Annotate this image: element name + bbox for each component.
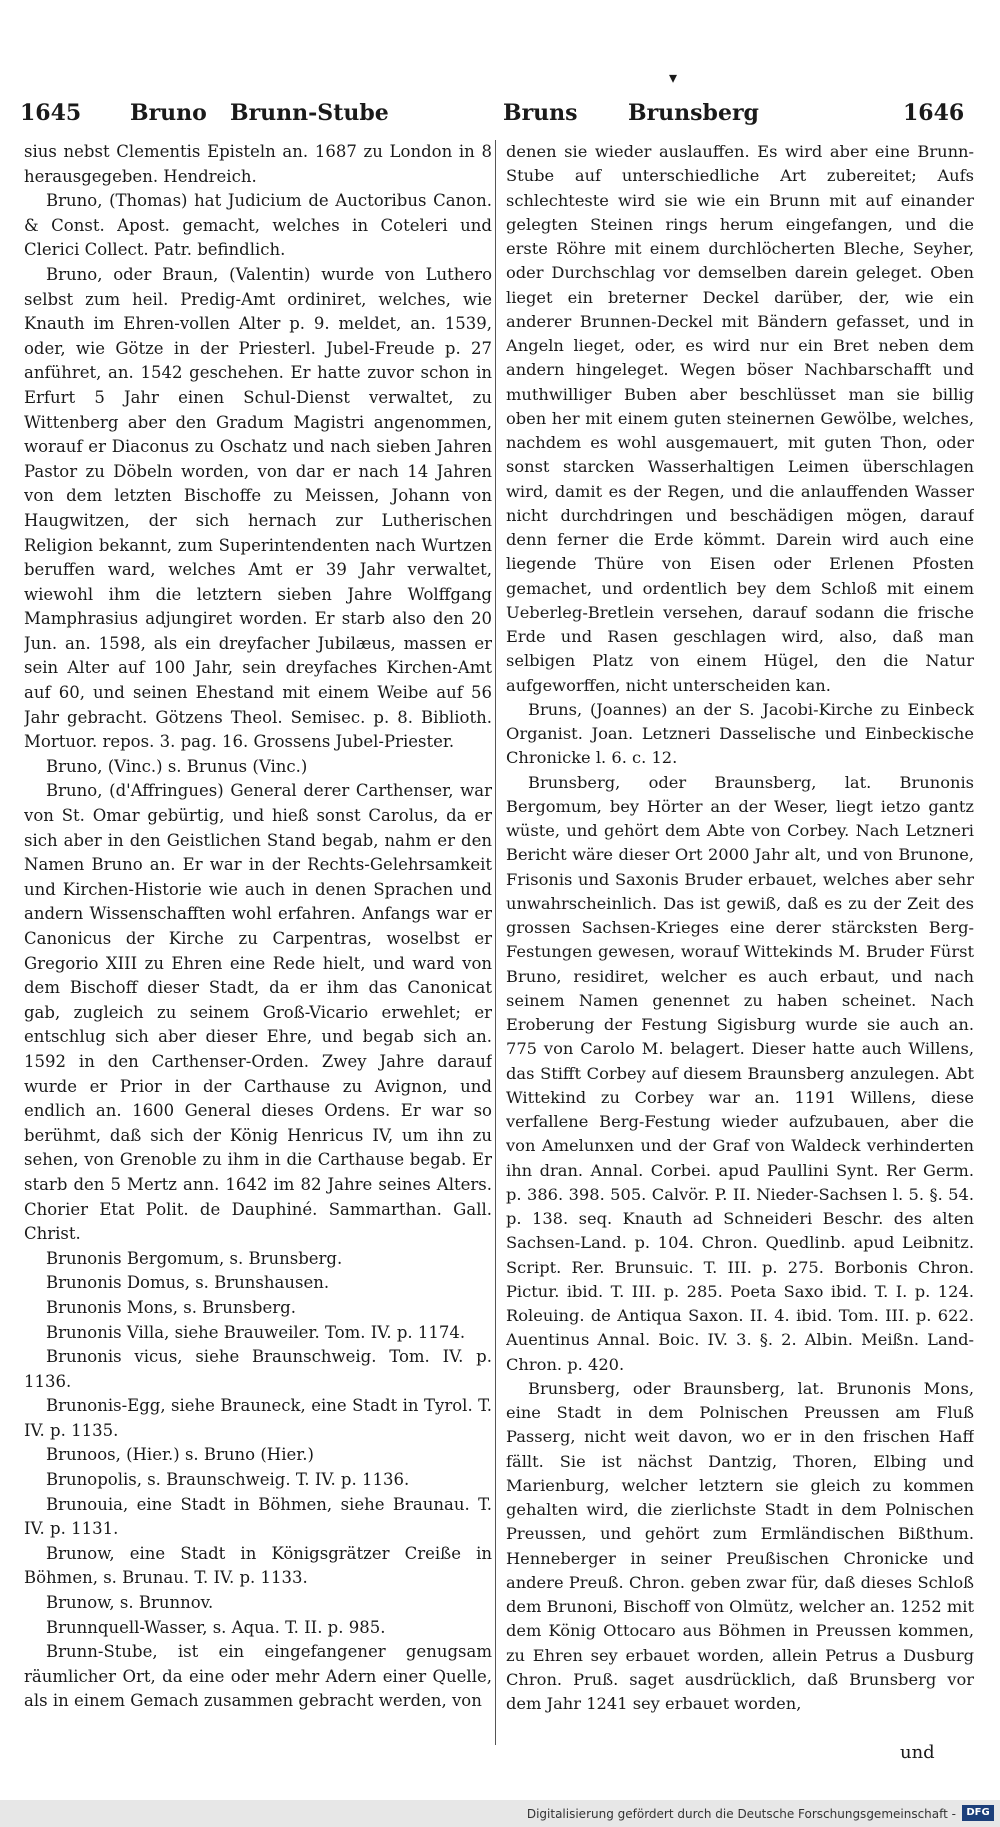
- text-entry: Bruns, (Joannes) an der S. Jacobi-Kirche zu Einbeck Organist. Joan. Letzneri Dasselische und Einbeckische Chronicke l. 6. c. 12.: [506, 699, 974, 768]
- right-running-header: [503, 100, 978, 130]
- text-entry: Bruno, (Thomas) hat Judicium de Auctoribus Canon. & Const. Apost. gemacht, welches in Coteleri und Clerici Collect. Patr. befindlich.: [24, 191, 492, 260]
- column-divider: [495, 140, 496, 1745]
- text-entry: Brunow, s. Brunnov.: [46, 1593, 214, 1613]
- right-catchword-first: Bruns: [503, 100, 578, 126]
- footer-credit-text: Digitalisierung gefördert durch die Deutsche Forschungsgemeinschaft -: [526, 1807, 956, 1821]
- left-catchword-first: Bruno: [130, 100, 207, 126]
- text-entry: Brunonis Mons, s. Brunsberg.: [46, 1297, 296, 1317]
- text-entry: Bruno, oder Braun, (Valentin) wurde von Luthero selbst zum heil. Predig-Amt ordiniret, welches, wie Knauth im Ehren-vollen Alter p. 9. meldet, an. 1539, oder, wie Götze in der Priesterl. Jubel-Freude p. 27 anführet, an. 1542 geschehen. Er hatte zuvor schon in Erfurt 5 Jahr einen Schul-Dienst verwaltet, zu Wittenberg aber den Gradum Magistri angenommen, worauf er Diaconus zu Oschatz und nach sieben Jahren Pastor zu Döbeln worden, von dar er nach 14 Jahren von dem letzten Bischoffe zu Meissen, Johann von Haugwitzen, der sich hernach zur Lutherischen Religion bekannt, zum Superintendenten nach Wurtzen beruffen ward, welches Amt er 39 Jahr verwaltet, wiewohl ihm die letztern sieben Jahre Wolffgang Mamphrasius adjungiret worden. Er starb also den 20 Jun. an. 1598, als ein dreyfacher Jubilæus, massen er sein Alter auf 100 Jahr, sein dreyfaches Kirchen-Amt auf 60, und seinen Ehestand mit einem Weibe auf 56 Jahr gebracht. Götzens Theol. Semisec. p. 8. Biblioth. Mortuor. repos. 3. pag. 16. Grossens Jubel-Priester.: [24, 264, 492, 752]
- dfg-logo: DFG: [962, 1805, 994, 1821]
- text-entry: Bruno, (Vinc.) s. Brunus (Vinc.): [46, 756, 308, 776]
- text-entry: Brunn-Stube, ist ein eingefangener genugsam räumlicher Ort, da eine oder mehr Adern einer Quelle, als in einem Gemach zusammen gebracht werden, von: [24, 1642, 492, 1711]
- right-text-column: [506, 140, 974, 1740]
- left-catchword-last: Brunn-Stube: [230, 100, 389, 126]
- right-page-number: 1646: [903, 100, 965, 126]
- text-entry: Brunonis vicus, siehe Braunschweig. Tom. IV. p. 1136.: [24, 1347, 492, 1391]
- text-entry: sius nebst Clementis Episteln an. 1687 zu London in 8 herausgegeben. Hendreich.: [24, 142, 492, 186]
- left-page-number: 1645: [20, 100, 82, 126]
- bottom-catchword: und: [900, 1742, 935, 1763]
- right-catchword-last: Brunsberg: [628, 100, 759, 126]
- text-entry: Brunonis Bergomum, s. Brunsberg.: [46, 1248, 343, 1268]
- left-text-column: [24, 140, 492, 1740]
- text-entry: denen sie wieder auslauffen. Es wird aber eine Brunn-Stube auf unterschiedliche Art zubereitet; Aufs schlechteste wird sie wie ein Brunn mit auf einander gelegten Steinen rings herum eingefangen, und die erste Röhre mit einem durchlöcherten Bleche, Seyher, oder Durchschlag vor demselben darein geleget. Oben lieget ein breterner Deckel darüber, der, wie ein anderer Brunnen-Deckel mit Bändern gefasset, und in Angeln lieget, oder, es wird nur ein Bret neben dem andern hingeleget. Wegen böser Nachbarschafft und muthwilliger Buben aber beschlüsset man sie billig oben her mit einem guten steinernen Gewölbe, welches, nachdem es wohl ausgemauert, mit guten Thon, oder sonst starcken Wasserhaltigen Leimen überschlagen wird, damit es der Regen, und die anlauffenden Wasser nicht durchdringen und beschädigen mögen, darauf denn ferner die Erde kömmt. Darein wird auch eine liegende Thüre von Eisen oder Erlenen Pfosten gemachet, und ordentlich bey dem Schloß mit einem Ueberleg-Bretlein versehen, darauf sodann die frische Erde und Rasen geschlagen wird, also, daß man selbigen Platz von einem Hügel, den die Natur aufgeworffen, nicht unterscheiden kan.: [506, 142, 974, 695]
- text-entry: Bruno, (d'Affringues) General derer Carthenser, war von St. Omar gebürtig, und hieß sonst Carolus, da er sich aber in den Geistlichen Stand begab, nahm er den Namen Bruno an. Er war in der Rechts-Gelehrsamkeit und Kirchen-Historie wie auch in denen Sprachen und andern Wissenschafften wohl erfahren. Anfangs war er Canonicus der Kirche zu Carpentras, woselbst er Gregorio XIII zu Ehren eine Rede hielt, und ward von dem Bischoff dieser Stadt, da er ihm das Canonicat gab, zugleich zu seinem Groß-Vicario erwehlet; er entschlug sich aber dieser Ehre, und begab sich an. 1592 in den Carthenser-Orden. Zwey Jahre darauf wurde er Prior in der Carthause zu Avignon, und endlich an. 1600 General dieses Ordens. Er war so berühmt, daß sich der König Henricus IV, um ihn zu sehen, von Grenoble zu ihm in die Carthause begab. Er starb den 5 Mertz ann. 1642 im 82 Jahre seines Alters. Chorier Etat Polit. de Dauphiné. Sammarthan. Gall. Christ.: [24, 781, 492, 1244]
- text-entry: Brunonis Domus, s. Brunshausen.: [46, 1273, 330, 1293]
- left-running-header: [20, 100, 498, 130]
- text-entry: Brunnquell-Wasser, s. Aqua. T. II. p. 985.: [46, 1617, 386, 1637]
- text-entry: Brunoos, (Hier.) s. Bruno (Hier.): [46, 1445, 314, 1465]
- digitization-footer: [0, 1800, 1000, 1827]
- text-entry: Brunsberg, oder Braunsberg, lat. Brunonis Bergomum, bey Hörter an der Weser, liegt ietzo gantz wüste, und gehört dem Abte von Corbey. Nach Letzneri Bericht wäre dieser Ort 2000 Jahr alt, und von Brunone, Frisonis und Saxonis Bruder erbauet, welches aber sehr unwahrscheinlich. Das ist gewiß, daß es zu der Zeit des grossen Sachsen-Krieges eine derer stärcksten Berg-Festungen gewesen, worauf Wittekinds M. Bruder Fürst Bruno, residiret, welcher es auch erbaut, und nach seinem Namen genennet zu haben scheinet. Nach Eroberung der Festung Sigisburg wurde sie auch an. 775 von Carolo M. belagert. Dieser hatte auch Willens, das Stifft Corbey auf diesem Braunsberg anzulegen. Abt Wittekind zu Corbey war an. 1191 Willens, diese verfallene Berg-Festung wieder aufzubauen, aber die von Amelunxen und der Graf von Waldeck verhinderten ihn dran. Annal. Corbei. apud Paullini Synt. Rer Germ. p. 386. 398. 505. Calvör. P. II. Nieder-Sachsen l. 5. §. 54. p. 138. seq. Knauth ad Schneideri Beschr. des alten Sachsen-Land. p. 104. Chron. Quedlinb. apud Leibnitz. Script. Rer. Brunsuic. T. III. p. 275. Borbonis Chron. Pictur. ibid. T. III. p. 285. Poeta Saxo ibid. T. I. p. 124. Roleuing. de Antiqua Saxon. II. 4. ibid. Tom. III. p. 622. Auentinus Annal. Boic. IV. 3. §. 2. Albin. Meißn. Land-Chron. p. 420.: [506, 772, 974, 1374]
- text-entry: Brunonis Villa, siehe Brauweiler. Tom. IV. p. 1174.: [46, 1322, 466, 1342]
- text-entry: Brunonis-Egg, siehe Brauneck, eine Stadt in Tyrol. T. IV. p. 1135.: [24, 1396, 492, 1440]
- text-entry: Brunsberg, oder Braunsberg, lat. Brunonis Mons, eine Stadt in dem Polnischen Preussen am Fluß Passerg, nicht weit davon, wo er in den frischen Haff fällt. Sie ist nächst Dantzig, Thoren, Elbing und Marienburg, welcher letztern sie gleich zu kommen gehalten wird, die zierlichste Stadt in dem Polnischen Preussen, und gehört zum Ermländischen Bißthum. Henneberger in seiner Preußischen Chronicke und andere Preuß. Chron. geben zwar für, daß dieses Schloß dem Brunoni, Bischoff von Olmütz, welcher an. 1252 mit dem König Ottocaro aus Böhmen in Preussen kommen, zu Ehren sey erbauet worden, allein Petrus a Dusburg Chron. Pruß. saget ausdrücklich, daß Brunsberg vor dem Jahr 1241 sey erbauet worden,: [506, 1378, 974, 1713]
- page-marker: ▾: [669, 68, 678, 87]
- text-entry: Brunouia, eine Stadt in Böhmen, siehe Braunau. T. IV. p. 1131.: [24, 1494, 492, 1539]
- text-entry: Brunow, eine Stadt in Königsgrätzer Creiße in Böhmen, s. Brunau. T. IV. p. 1133.: [24, 1543, 492, 1588]
- text-entry: Brunopolis, s. Braunschweig. T. IV. p. 1136.: [46, 1470, 410, 1490]
